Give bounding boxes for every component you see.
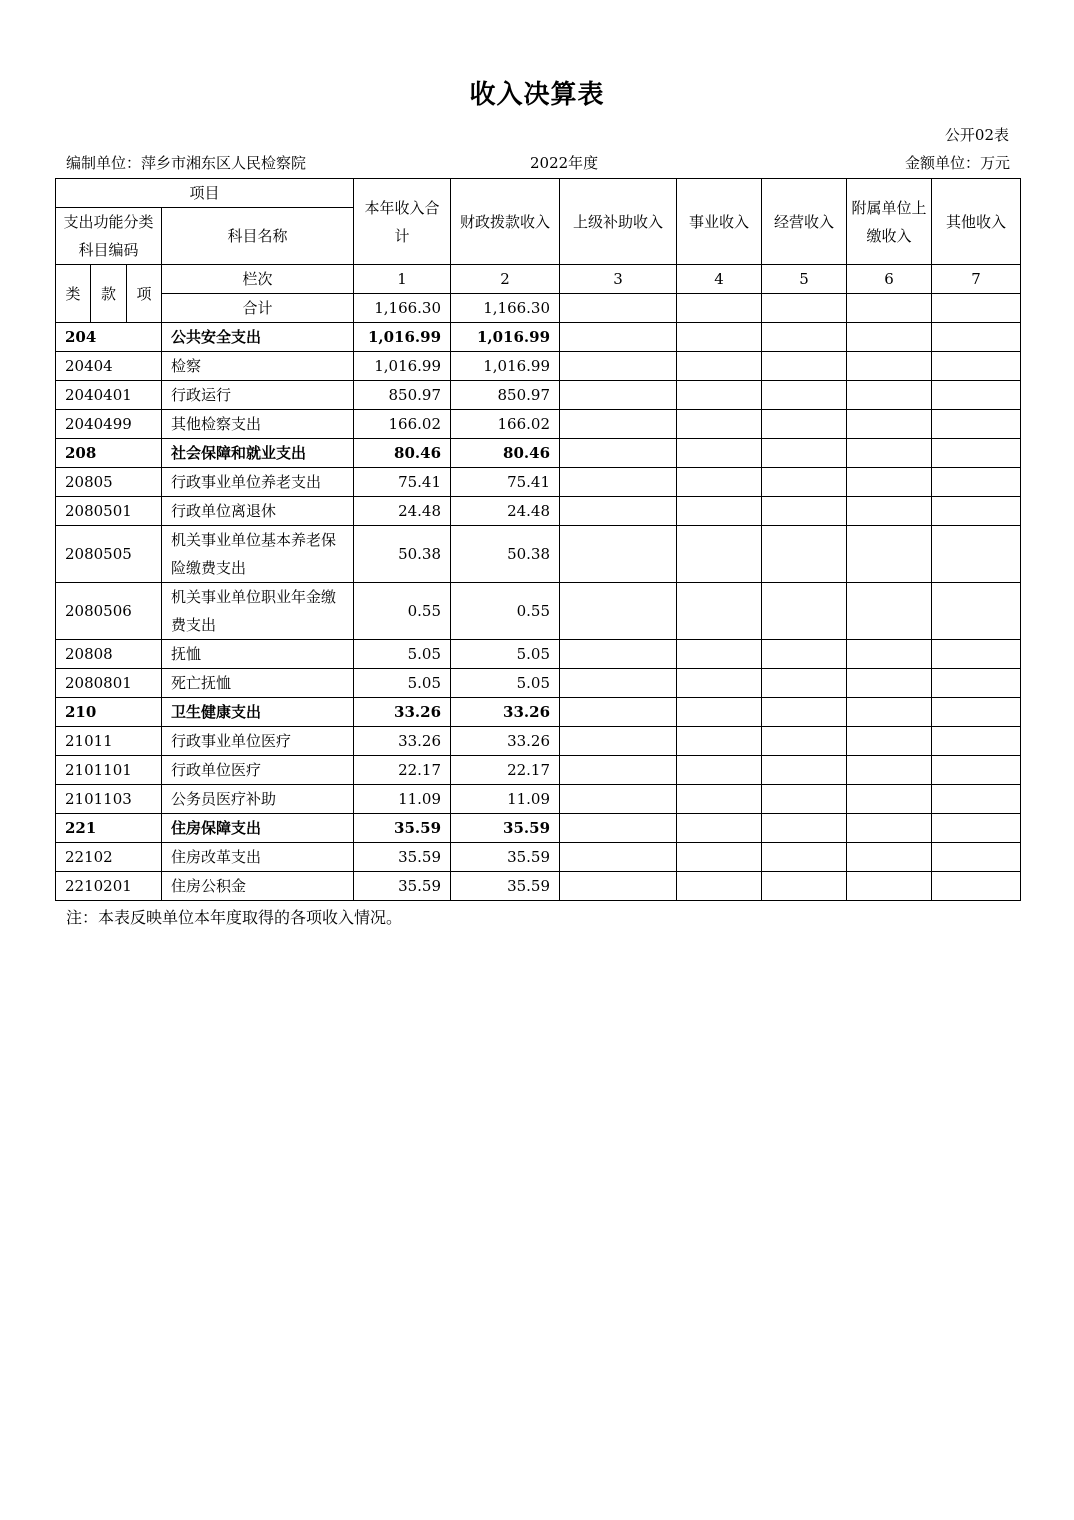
table-row bbox=[56, 727, 1021, 756]
row-fiscal-income: 80.46 bbox=[451, 439, 560, 468]
empty-cell bbox=[762, 872, 847, 901]
row-code: 210 bbox=[56, 698, 162, 727]
row-total-income: 33.26 bbox=[354, 727, 451, 756]
empty-cell bbox=[847, 526, 932, 583]
row-total-income: 5.05 bbox=[354, 669, 451, 698]
header-column-order: 栏次 bbox=[162, 265, 354, 294]
row-total-income: 5.05 bbox=[354, 640, 451, 669]
row-subject-name: 住房公积金 bbox=[162, 872, 354, 901]
row-subject-name: 行政单位医疗 bbox=[162, 756, 354, 785]
table-row bbox=[56, 756, 1021, 785]
table-row bbox=[56, 698, 1021, 727]
empty-cell bbox=[932, 843, 1021, 872]
empty-cell bbox=[762, 323, 847, 352]
fiscal-year: 2022年度 bbox=[530, 154, 599, 172]
table-row bbox=[56, 583, 1021, 640]
empty-cell bbox=[847, 583, 932, 640]
empty-cell bbox=[677, 526, 762, 583]
header-kuan: 款 bbox=[91, 265, 127, 323]
empty-cell bbox=[932, 323, 1021, 352]
row-fiscal-income: 5.05 bbox=[451, 640, 560, 669]
empty-cell bbox=[932, 583, 1021, 640]
table-row bbox=[56, 381, 1021, 410]
empty-cell bbox=[560, 352, 677, 381]
row-subject-name: 行政单位离退休 bbox=[162, 497, 354, 526]
empty-cell bbox=[677, 872, 762, 901]
row-total-income: 80.46 bbox=[354, 439, 451, 468]
table-row bbox=[56, 640, 1021, 669]
header-func-code: 支出功能分类科目编码 bbox=[56, 208, 162, 265]
empty-cell bbox=[932, 468, 1021, 497]
row-code: 2080505 bbox=[56, 526, 162, 583]
col-num: 1 bbox=[354, 265, 451, 294]
row-total-income: 50.38 bbox=[354, 526, 451, 583]
col-num: 2 bbox=[451, 265, 560, 294]
empty-cell bbox=[762, 410, 847, 439]
table-row bbox=[56, 669, 1021, 698]
empty-cell bbox=[762, 381, 847, 410]
row-fiscal-income: 35.59 bbox=[451, 872, 560, 901]
sum-total: 1,166.30 bbox=[354, 294, 451, 323]
row-subject-name: 机关事业单位基本养老保险缴费支出 bbox=[162, 526, 354, 583]
table-row bbox=[56, 872, 1021, 901]
row-fiscal-income: 166.02 bbox=[451, 410, 560, 439]
empty-cell bbox=[762, 669, 847, 698]
row-subject-name: 死亡抚恤 bbox=[162, 669, 354, 698]
row-total-income: 1,016.99 bbox=[354, 323, 451, 352]
col-num: 3 bbox=[560, 265, 677, 294]
row-subject-name: 其他检察支出 bbox=[162, 410, 354, 439]
empty-cell bbox=[932, 669, 1021, 698]
empty-cell bbox=[560, 468, 677, 497]
empty-cell bbox=[847, 497, 932, 526]
empty-cell bbox=[847, 843, 932, 872]
row-code: 208 bbox=[56, 439, 162, 468]
empty-cell bbox=[677, 756, 762, 785]
empty-cell bbox=[560, 439, 677, 468]
table-row bbox=[56, 843, 1021, 872]
row-code: 20404 bbox=[56, 352, 162, 381]
row-fiscal-income: 1,016.99 bbox=[451, 323, 560, 352]
row-code: 22102 bbox=[56, 843, 162, 872]
row-code: 221 bbox=[56, 814, 162, 843]
row-code: 2080801 bbox=[56, 669, 162, 698]
row-total-income: 11.09 bbox=[354, 785, 451, 814]
row-subject-name: 社会保障和就业支出 bbox=[162, 439, 354, 468]
empty-cell bbox=[677, 814, 762, 843]
row-subject-name: 行政事业单位养老支出 bbox=[162, 468, 354, 497]
empty-cell bbox=[677, 640, 762, 669]
header-affiliated: 附属单位上缴收入 bbox=[847, 179, 932, 265]
empty-cell bbox=[560, 698, 677, 727]
empty-cell bbox=[560, 756, 677, 785]
empty-cell bbox=[677, 352, 762, 381]
empty-cell bbox=[560, 381, 677, 410]
header-xiang: 项 bbox=[127, 265, 162, 323]
table-row bbox=[56, 352, 1021, 381]
header-operating: 经营收入 bbox=[762, 179, 847, 265]
empty-cell bbox=[560, 323, 677, 352]
empty-cell bbox=[932, 497, 1021, 526]
row-subject-name: 卫生健康支出 bbox=[162, 698, 354, 727]
empty-cell bbox=[677, 323, 762, 352]
empty-cell bbox=[677, 381, 762, 410]
empty-cell bbox=[762, 526, 847, 583]
row-code: 2040499 bbox=[56, 410, 162, 439]
table-row bbox=[56, 814, 1021, 843]
empty-cell bbox=[847, 785, 932, 814]
row-code: 20808 bbox=[56, 640, 162, 669]
row-fiscal-income: 75.41 bbox=[451, 468, 560, 497]
empty-cell bbox=[847, 352, 932, 381]
row-fiscal-income: 24.48 bbox=[451, 497, 560, 526]
empty-cell bbox=[762, 439, 847, 468]
table-row bbox=[56, 526, 1021, 583]
empty-cell bbox=[932, 727, 1021, 756]
sum-fiscal: 1,166.30 bbox=[451, 294, 560, 323]
col-num: 4 bbox=[677, 265, 762, 294]
row-fiscal-income: 33.26 bbox=[451, 727, 560, 756]
row-total-income: 0.55 bbox=[354, 583, 451, 640]
row-code: 2080501 bbox=[56, 497, 162, 526]
empty-cell bbox=[847, 381, 932, 410]
col-num: 5 bbox=[762, 265, 847, 294]
row-total-income: 22.17 bbox=[354, 756, 451, 785]
empty-cell bbox=[762, 814, 847, 843]
empty-cell bbox=[847, 640, 932, 669]
row-total-income: 24.48 bbox=[354, 497, 451, 526]
meta-line bbox=[66, 152, 1010, 176]
row-fiscal-income: 850.97 bbox=[451, 381, 560, 410]
empty-cell bbox=[932, 439, 1021, 468]
empty-cell bbox=[932, 352, 1021, 381]
empty-cell bbox=[847, 410, 932, 439]
empty-cell bbox=[932, 785, 1021, 814]
footnote: 注：本表反映单位本年度取得的各项收入情况。 bbox=[66, 908, 403, 927]
empty-cell bbox=[932, 410, 1021, 439]
empty-cell bbox=[932, 814, 1021, 843]
page-title: 收入决算表 bbox=[469, 80, 605, 110]
row-code: 2040401 bbox=[56, 381, 162, 410]
header-project: 项目 bbox=[56, 179, 354, 208]
empty-cell bbox=[847, 439, 932, 468]
empty-cell bbox=[677, 410, 762, 439]
empty-cell bbox=[932, 698, 1021, 727]
empty-cell bbox=[677, 843, 762, 872]
header-subject-name: 科目名称 bbox=[162, 208, 354, 265]
empty-cell bbox=[560, 410, 677, 439]
table-row bbox=[56, 785, 1021, 814]
table-number: 公开02表 bbox=[944, 126, 1009, 144]
empty-cell bbox=[560, 843, 677, 872]
col-num: 7 bbox=[932, 265, 1021, 294]
row-subject-name: 行政事业单位医疗 bbox=[162, 727, 354, 756]
row-fiscal-income: 11.09 bbox=[451, 785, 560, 814]
currency-unit: 金额单位：万元 bbox=[904, 154, 1010, 172]
row-fiscal-income: 0.55 bbox=[451, 583, 560, 640]
row-total-income: 35.59 bbox=[354, 843, 451, 872]
row-fiscal-income: 35.59 bbox=[451, 814, 560, 843]
table-row bbox=[56, 410, 1021, 439]
row-code: 2080506 bbox=[56, 583, 162, 640]
empty-cell bbox=[762, 727, 847, 756]
row-fiscal-income: 5.05 bbox=[451, 669, 560, 698]
header-fiscal: 财政拨款收入 bbox=[451, 179, 560, 265]
empty-cell bbox=[677, 727, 762, 756]
empty-cell bbox=[932, 640, 1021, 669]
row-fiscal-income: 35.59 bbox=[451, 843, 560, 872]
row-code: 2101103 bbox=[56, 785, 162, 814]
empty-cell bbox=[677, 698, 762, 727]
col-num: 6 bbox=[847, 265, 932, 294]
table-row bbox=[56, 439, 1021, 468]
table-row bbox=[56, 468, 1021, 497]
row-code: 20805 bbox=[56, 468, 162, 497]
header-lei: 类 bbox=[56, 265, 91, 323]
empty-cell bbox=[847, 727, 932, 756]
empty-cell bbox=[847, 698, 932, 727]
empty-cell bbox=[560, 872, 677, 901]
empty-cell bbox=[677, 497, 762, 526]
row-code: 2101101 bbox=[56, 756, 162, 785]
row-fiscal-income: 22.17 bbox=[451, 756, 560, 785]
empty-cell bbox=[932, 872, 1021, 901]
row-subject-name: 住房保障支出 bbox=[162, 814, 354, 843]
empty-cell bbox=[847, 872, 932, 901]
empty-cell bbox=[762, 843, 847, 872]
empty-cell bbox=[847, 756, 932, 785]
empty-cell bbox=[932, 756, 1021, 785]
row-code: 2210201 bbox=[56, 872, 162, 901]
row-subject-name: 抚恤 bbox=[162, 640, 354, 669]
empty-cell bbox=[677, 785, 762, 814]
empty-cell bbox=[762, 756, 847, 785]
empty-cell bbox=[560, 640, 677, 669]
empty-cell bbox=[847, 323, 932, 352]
empty-cell bbox=[762, 640, 847, 669]
row-total-income: 35.59 bbox=[354, 814, 451, 843]
empty-cell bbox=[847, 669, 932, 698]
empty-cell bbox=[560, 785, 677, 814]
empty-cell bbox=[560, 497, 677, 526]
income-table bbox=[55, 178, 1021, 901]
empty-cell bbox=[677, 468, 762, 497]
empty-cell bbox=[762, 698, 847, 727]
empty-cell bbox=[932, 526, 1021, 583]
empty-cell bbox=[677, 583, 762, 640]
empty-cell bbox=[847, 814, 932, 843]
row-total-income: 75.41 bbox=[354, 468, 451, 497]
empty-cell bbox=[677, 439, 762, 468]
row-total-income: 1,016.99 bbox=[354, 352, 451, 381]
empty-cell bbox=[560, 669, 677, 698]
row-subject-name: 公务员医疗补助 bbox=[162, 785, 354, 814]
empty-cell bbox=[762, 785, 847, 814]
header-superior: 上级补助收入 bbox=[560, 179, 677, 265]
table-row bbox=[56, 323, 1021, 352]
sum-label: 合计 bbox=[162, 294, 354, 323]
compiling-unit: 编制单位：萍乡市湘东区人民检察院 bbox=[66, 154, 307, 172]
header-other: 其他收入 bbox=[932, 179, 1021, 265]
row-subject-name: 住房改革支出 bbox=[162, 843, 354, 872]
empty-cell bbox=[932, 381, 1021, 410]
empty-cell bbox=[560, 727, 677, 756]
row-code: 204 bbox=[56, 323, 162, 352]
row-fiscal-income: 1,016.99 bbox=[451, 352, 560, 381]
empty-cell bbox=[560, 583, 677, 640]
row-fiscal-income: 33.26 bbox=[451, 698, 560, 727]
row-total-income: 33.26 bbox=[354, 698, 451, 727]
empty-cell bbox=[762, 352, 847, 381]
row-fiscal-income: 50.38 bbox=[451, 526, 560, 583]
table-row bbox=[56, 497, 1021, 526]
empty-cell bbox=[560, 814, 677, 843]
empty-cell bbox=[762, 468, 847, 497]
empty-cell bbox=[847, 468, 932, 497]
empty-cell bbox=[762, 583, 847, 640]
header-total-income: 本年收入合计 bbox=[354, 179, 451, 265]
row-subject-name: 机关事业单位职业年金缴费支出 bbox=[162, 583, 354, 640]
header-business: 事业收入 bbox=[677, 179, 762, 265]
row-total-income: 166.02 bbox=[354, 410, 451, 439]
row-total-income: 35.59 bbox=[354, 872, 451, 901]
empty-cell bbox=[762, 497, 847, 526]
row-subject-name: 检察 bbox=[162, 352, 354, 381]
row-subject-name: 行政运行 bbox=[162, 381, 354, 410]
row-subject-name: 公共安全支出 bbox=[162, 323, 354, 352]
empty-cell bbox=[560, 526, 677, 583]
row-code: 21011 bbox=[56, 727, 162, 756]
row-total-income: 850.97 bbox=[354, 381, 451, 410]
empty-cell bbox=[677, 669, 762, 698]
